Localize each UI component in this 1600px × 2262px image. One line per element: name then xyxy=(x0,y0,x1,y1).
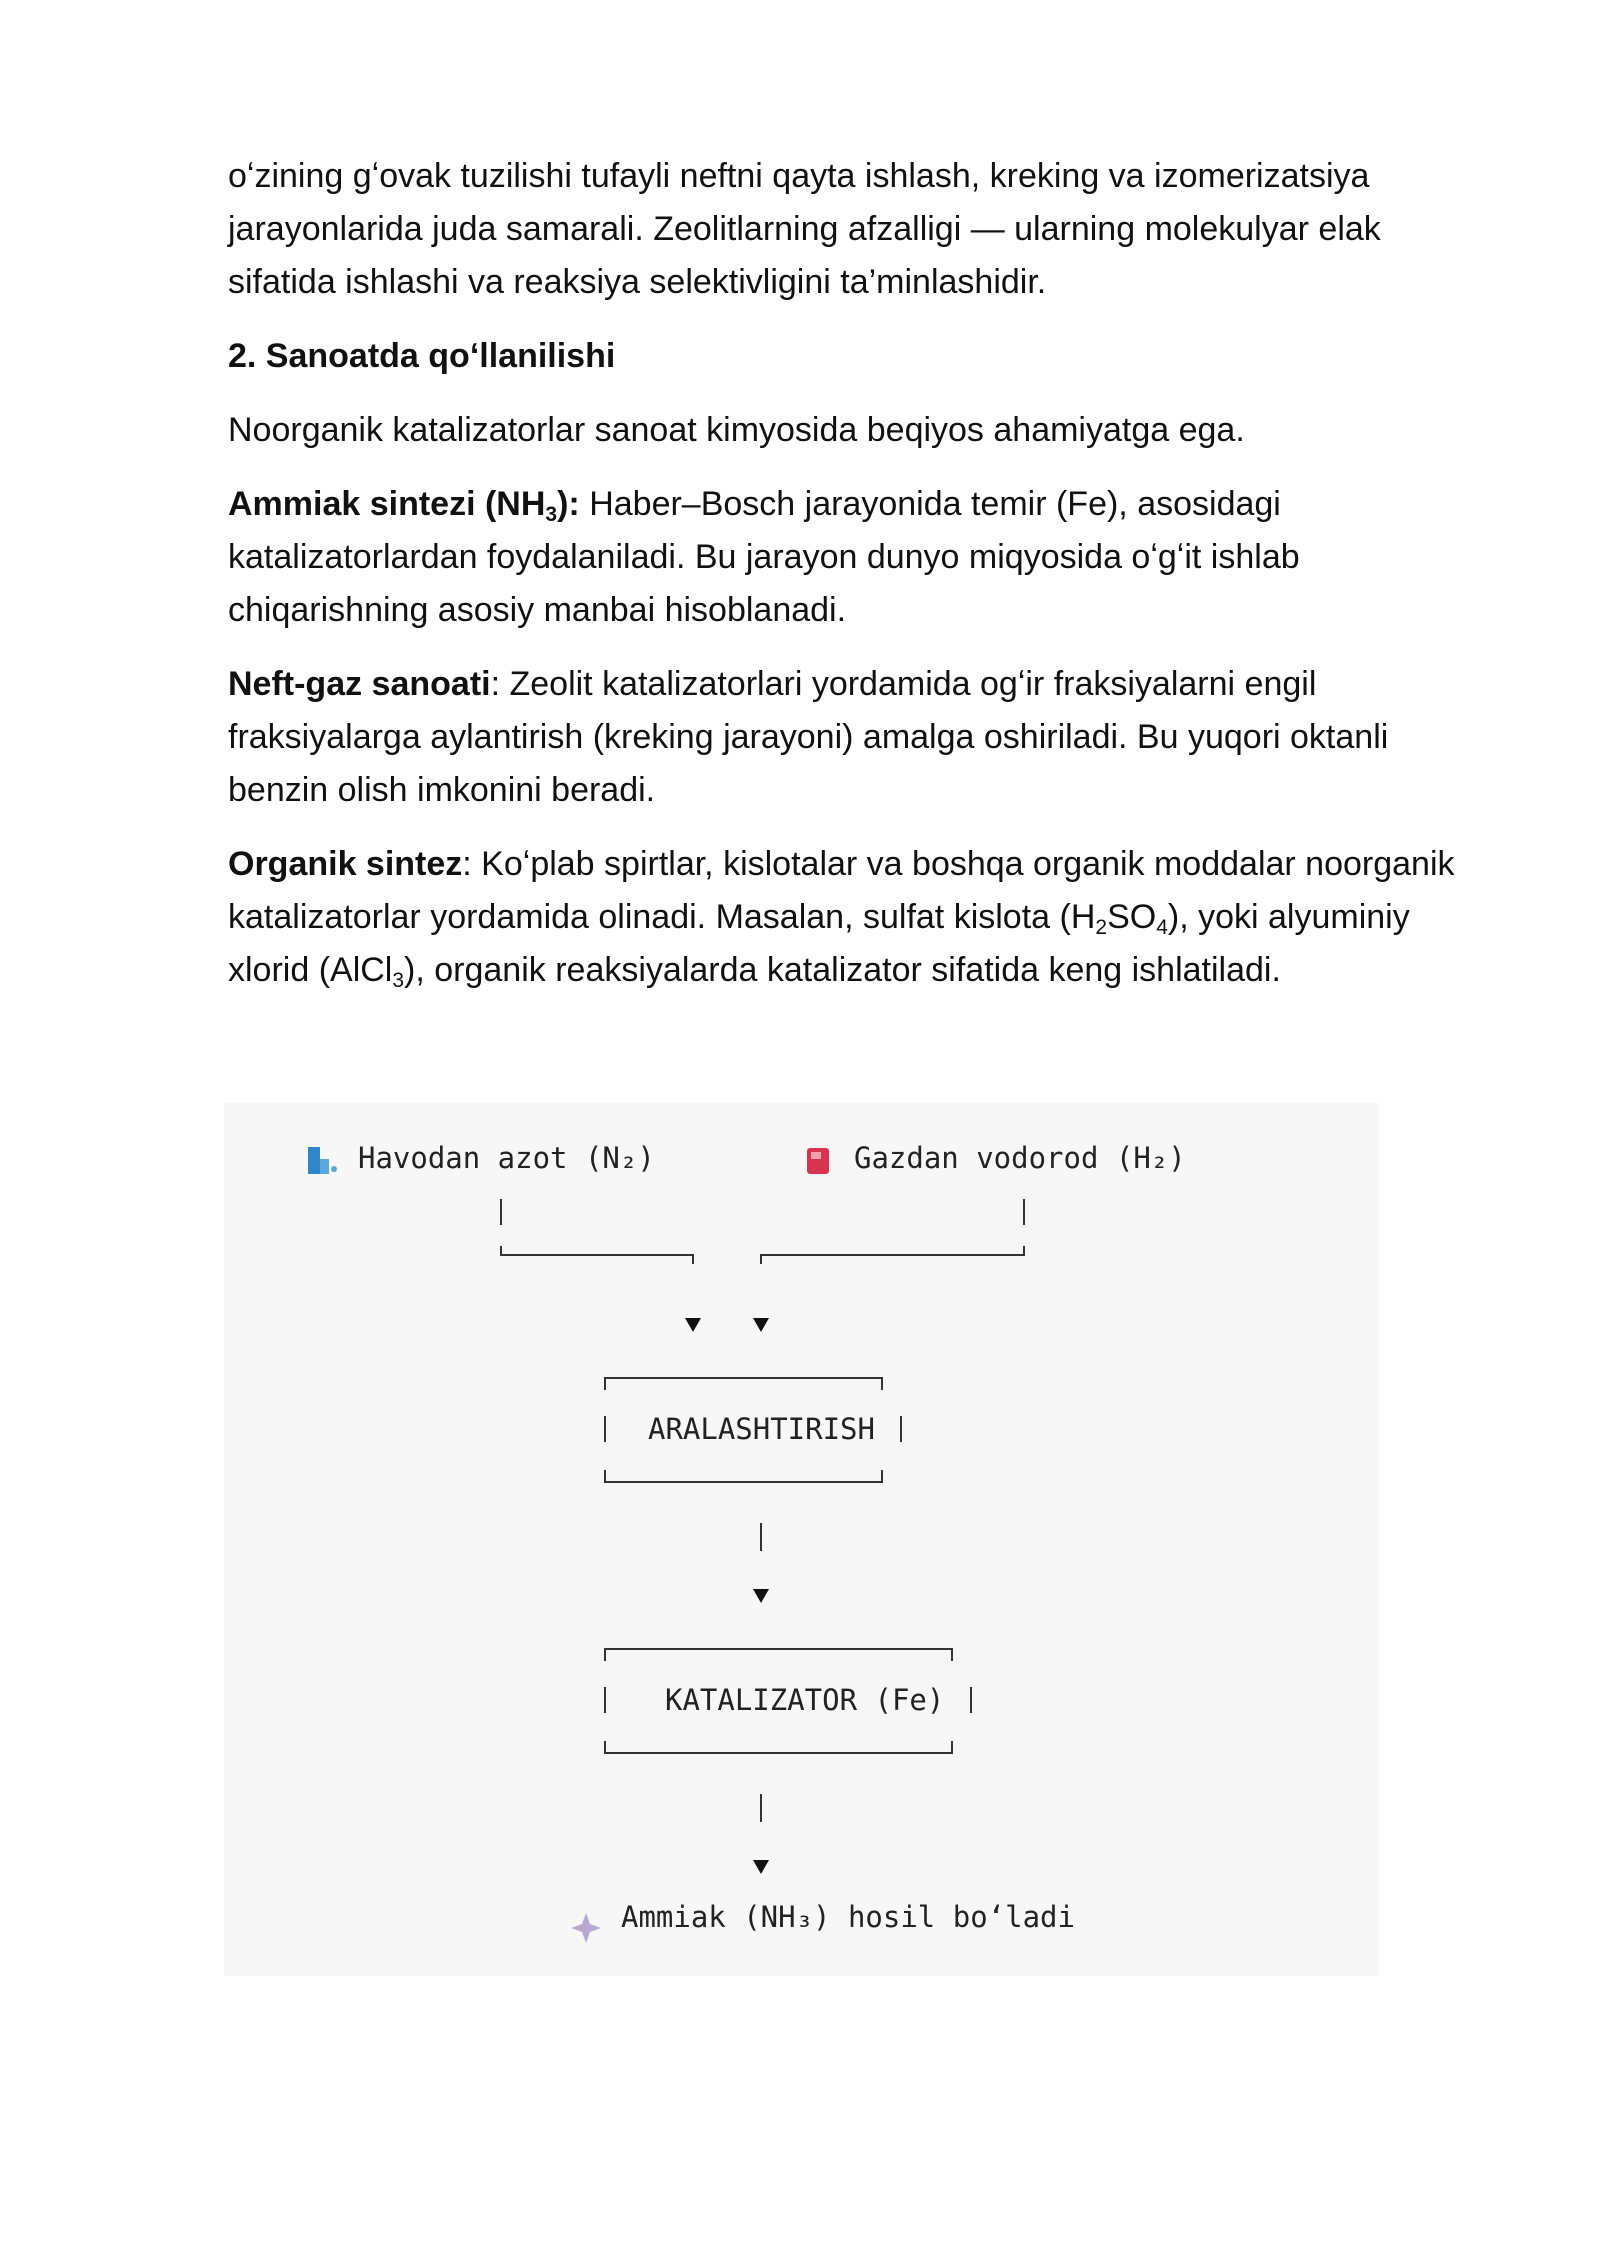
document-body xyxy=(228,150,1478,1018)
ammiak-paragraph xyxy=(228,478,1478,637)
section-heading: 2. Sanoatda qoʻllanilishi xyxy=(228,337,616,375)
ammonia-flow-diagram xyxy=(224,1103,1379,1976)
step-catalyst-label: KATALIZATOR (Fe) xyxy=(665,1683,945,1717)
ammiak-label: Ammiak sintezi $(NH_3)$: xyxy=(228,485,580,526)
diagram-lines xyxy=(224,1103,1379,1976)
arrow-down-icon xyxy=(753,1860,769,1874)
step-mix-label: ARALASHTIRISH xyxy=(648,1412,875,1446)
input-left-label: Havodan azot (N₂) xyxy=(358,1141,655,1175)
neft-label: Neft-gaz sanoati xyxy=(228,665,491,703)
organik-paragraph: Organik sintez: Koʻplab spirtlar, kislotalar va boshqa organik moddalar noorganik katalizatorlar yordamida olinadi. Masalan, sulfat kislota $(H_2SO_4)$, yoki alyuminiy xlorid (AlCl$_3$), organik reaksiyalarda katalizator sifatida keng ishlatiladi. xyxy=(228,845,1455,992)
neft-paragraph xyxy=(228,658,1478,817)
sparkle-icon xyxy=(571,1913,601,1943)
intro-paragraph: oʻzining gʻovak tuzilishi tufayli neftni qayta ishlash, kreking va izomerizatsiya jarayonlarida juda samarali. Zeolitlarning afzalligi — ularning molekulyar elak sifatida ishlashi va reaksiya selektivligini ta’minlashidir. xyxy=(228,157,1381,301)
input-right-label: Gazdan vodorod (H₂) xyxy=(854,1141,1186,1175)
blue-tank-icon xyxy=(308,1147,337,1174)
lead-paragraph: Noorganik katalizatorlar sanoat kimyosida beqiyos ahamiyatga ega. xyxy=(228,411,1245,449)
ammiak-text: Haber–Bosch jarayonida temir (Fe), asosidagi katalizatorlardan foydalaniladi. Bu jarayon dunyo miqyosida oʻgʻit ishlab chiqarishning asosiy manbai hisoblanadi. xyxy=(228,485,1300,629)
arrow-down-icon xyxy=(753,1318,769,1332)
neft-text: : Zeolit katalizatorlari yordamida ogʻir fraksiyalarni engil fraksiyalarga aylantirish (kreking jarayoni) amalga oshiriladi. Bu yuqori oktanli benzin olish imkonini beradi. xyxy=(228,665,1389,809)
organik-label: Organik sintez xyxy=(228,845,463,883)
arrow-down-icon xyxy=(685,1318,701,1332)
output-label: Ammiak (NH₃) hosil boʻladi xyxy=(621,1900,1075,1934)
arrow-down-icon xyxy=(753,1589,769,1603)
red-fuel-icon xyxy=(807,1148,829,1174)
